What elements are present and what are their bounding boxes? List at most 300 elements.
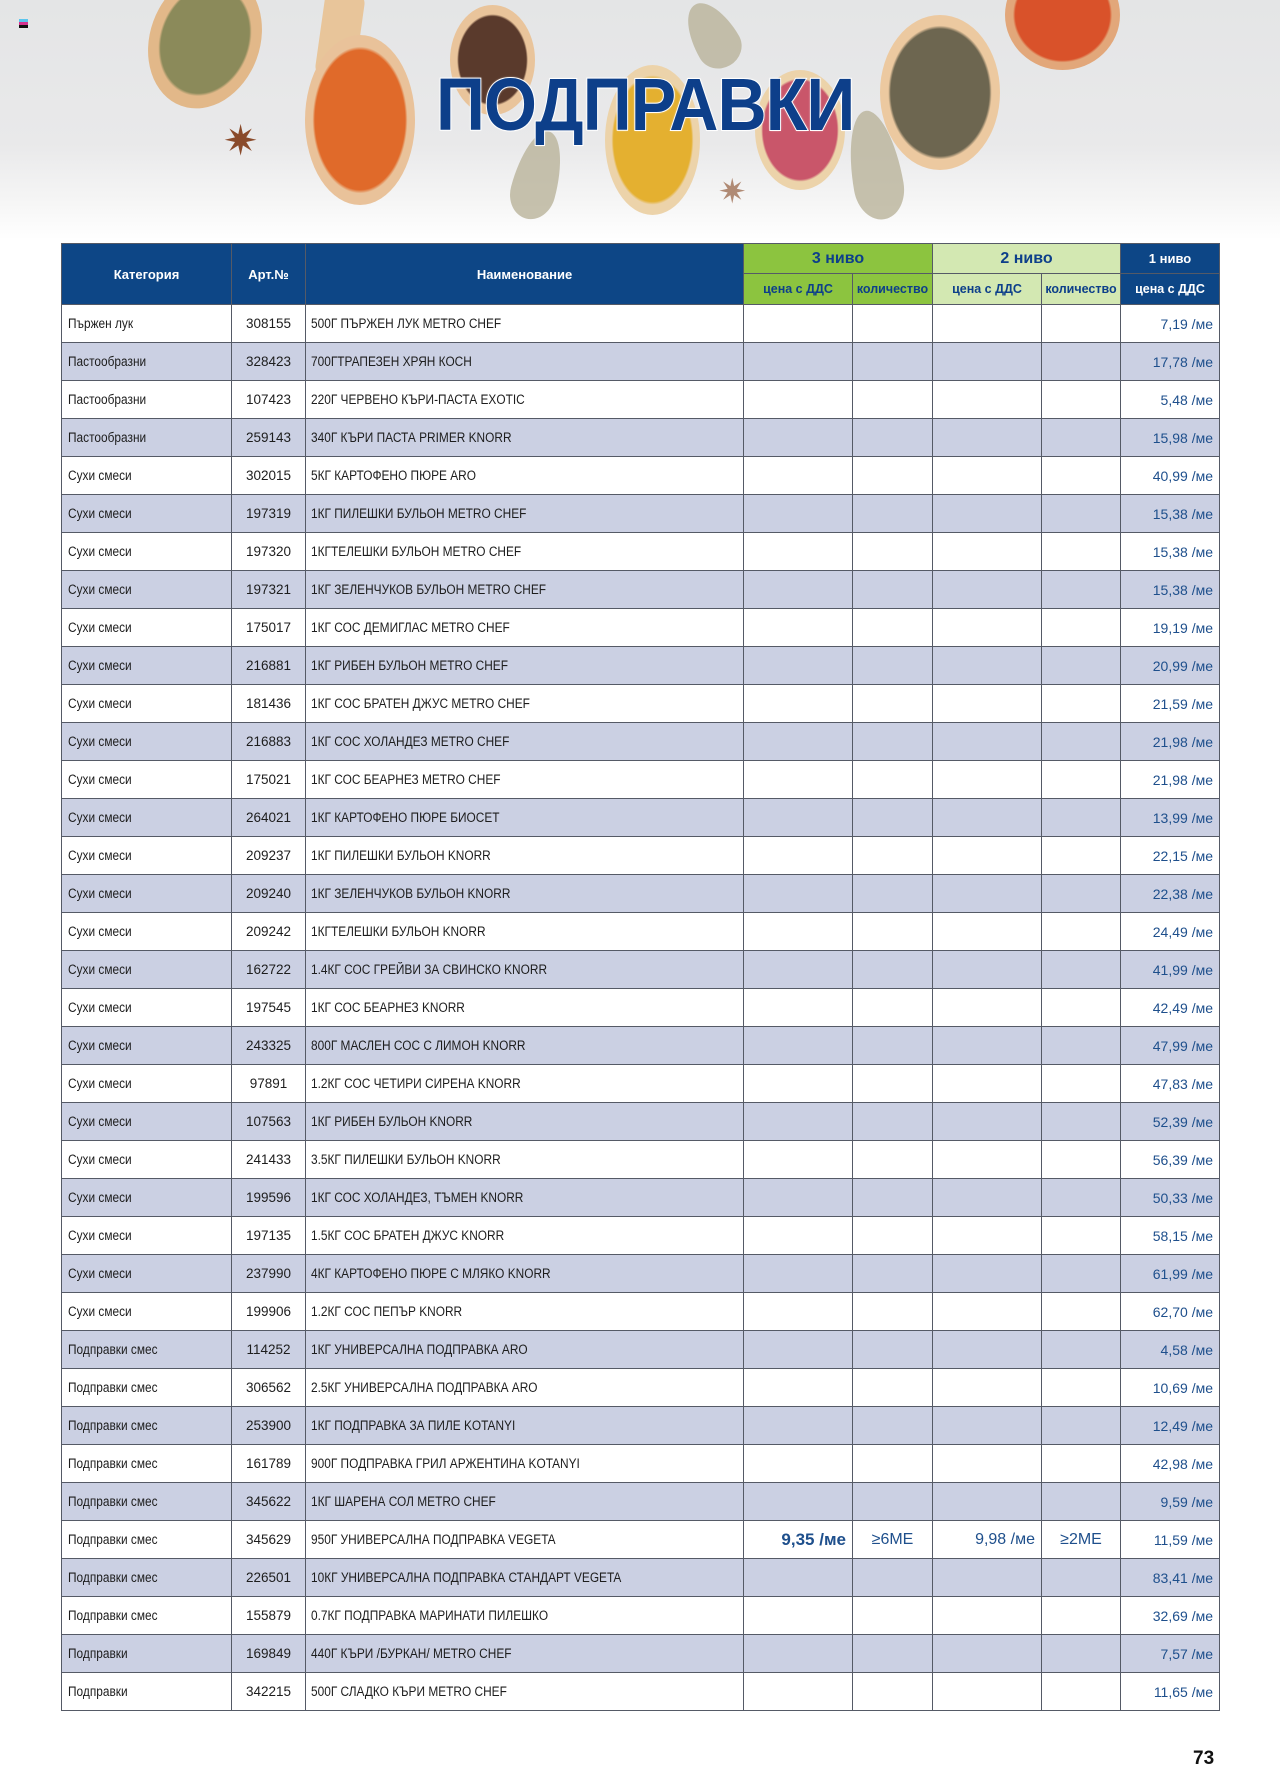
level-2-quantity-cell bbox=[1042, 1293, 1121, 1331]
category-cell bbox=[62, 343, 232, 381]
table-row bbox=[62, 381, 1220, 419]
level-3-quantity-cell bbox=[853, 1483, 933, 1521]
level-3-quantity-cell bbox=[853, 989, 933, 1027]
article-cell: 161789 bbox=[232, 1445, 306, 1483]
level-3-price-cell bbox=[744, 951, 853, 989]
product-name-text: 1.5КГ СОС БРАТЕН ДЖУС KNORR bbox=[311, 1228, 505, 1243]
level-2-price-cell bbox=[933, 495, 1042, 533]
table-row bbox=[62, 419, 1220, 457]
level-1-price-cell: 21,98 /ме bbox=[1121, 723, 1220, 761]
level-3-price-cell bbox=[744, 1673, 853, 1711]
level-3-quantity-cell bbox=[853, 1065, 933, 1103]
level-2-quantity-cell bbox=[1042, 1407, 1121, 1445]
level-2-price-cell bbox=[933, 799, 1042, 837]
article-cell: 306562 bbox=[232, 1369, 306, 1407]
level-3-price-cell bbox=[744, 647, 853, 685]
level-3-quantity-cell bbox=[853, 609, 933, 647]
table-row bbox=[62, 1179, 1220, 1217]
category-text: Сухи смеси bbox=[68, 772, 132, 787]
product-name-cell bbox=[306, 1369, 744, 1407]
product-name-cell bbox=[306, 913, 744, 951]
level-3-quantity-cell bbox=[853, 343, 933, 381]
article-cell: 107423 bbox=[232, 381, 306, 419]
level-2-price-cell bbox=[933, 723, 1042, 761]
table-row bbox=[62, 1407, 1220, 1445]
level-3-price-cell bbox=[744, 419, 853, 457]
product-name-cell bbox=[306, 1255, 744, 1293]
level-1-price-cell: 83,41 /ме bbox=[1121, 1559, 1220, 1597]
header-level-3-price: цена с ДДС bbox=[744, 274, 853, 305]
category-cell bbox=[62, 495, 232, 533]
level-2-price-cell bbox=[933, 305, 1042, 343]
category-cell bbox=[62, 799, 232, 837]
article-cell: 328423 bbox=[232, 343, 306, 381]
category-text: Сухи смеси bbox=[68, 620, 132, 635]
product-name-cell bbox=[306, 1141, 744, 1179]
level-2-quantity-cell bbox=[1042, 1635, 1121, 1673]
product-name-text: 900Г ПОДПРАВКА ГРИЛ АРЖЕНТИНА KOTANYI bbox=[311, 1456, 580, 1471]
level-1-price-cell: 15,38 /ме bbox=[1121, 533, 1220, 571]
header-article: Арт.№ bbox=[232, 244, 306, 305]
category-cell bbox=[62, 1027, 232, 1065]
header-level-2-quantity: количество bbox=[1042, 274, 1121, 305]
article-cell: 199906 bbox=[232, 1293, 306, 1331]
level-3-quantity-cell bbox=[853, 913, 933, 951]
spoon-chili-image bbox=[1005, 0, 1120, 70]
header-level-3: 3 ниво bbox=[744, 244, 933, 274]
article-cell: 197321 bbox=[232, 571, 306, 609]
product-name-cell bbox=[306, 419, 744, 457]
spoon-seeds-image bbox=[880, 15, 1000, 170]
level-3-price-cell bbox=[744, 381, 853, 419]
level-3-quantity-cell bbox=[853, 875, 933, 913]
product-name-text: 340Г КЪРИ ПАСТА PRIMER KNORR bbox=[311, 430, 512, 445]
category-text: Сухи смеси bbox=[68, 1076, 132, 1091]
table-row bbox=[62, 1445, 1220, 1483]
article-cell: 162722 bbox=[232, 951, 306, 989]
spoon-saffron-image bbox=[305, 35, 415, 205]
level-2-price-cell bbox=[933, 1483, 1042, 1521]
level-2-price-cell bbox=[933, 989, 1042, 1027]
product-name-cell bbox=[306, 1445, 744, 1483]
level-2-price-cell bbox=[933, 685, 1042, 723]
article-cell: 114252 bbox=[232, 1331, 306, 1369]
level-1-price-cell: 50,33 /ме bbox=[1121, 1179, 1220, 1217]
level-2-price-cell bbox=[933, 1179, 1042, 1217]
product-name-cell bbox=[306, 837, 744, 875]
category-text: Сухи смеси bbox=[68, 1190, 132, 1205]
category-text: Подправки bbox=[68, 1684, 128, 1699]
level-2-quantity-cell bbox=[1042, 1141, 1121, 1179]
spices-banner bbox=[0, 0, 1280, 240]
level-3-price-cell bbox=[744, 1369, 853, 1407]
level-2-quantity-cell bbox=[1042, 723, 1121, 761]
level-3-quantity-cell bbox=[853, 1407, 933, 1445]
level-1-price-cell: 21,98 /ме bbox=[1121, 761, 1220, 799]
table-row bbox=[62, 1065, 1220, 1103]
product-name-cell bbox=[306, 1521, 744, 1559]
product-name-text: 1КГ СОС БРАТЕН ДЖУС METRO CHEF bbox=[311, 696, 530, 711]
category-cell bbox=[62, 1483, 232, 1521]
level-3-quantity-cell bbox=[853, 1179, 933, 1217]
product-name-cell bbox=[306, 457, 744, 495]
table-row bbox=[62, 1559, 1220, 1597]
article-cell: 197545 bbox=[232, 989, 306, 1027]
product-name-cell bbox=[306, 1673, 744, 1711]
level-3-quantity-cell bbox=[853, 723, 933, 761]
article-cell: 243325 bbox=[232, 1027, 306, 1065]
category-cell bbox=[62, 951, 232, 989]
category-text: Сухи смеси bbox=[68, 468, 132, 483]
level-2-price-cell bbox=[933, 609, 1042, 647]
article-cell: 342215 bbox=[232, 1673, 306, 1711]
level-3-quantity-cell bbox=[853, 1597, 933, 1635]
category-cell bbox=[62, 1103, 232, 1141]
level-1-price-cell: 47,83 /ме bbox=[1121, 1065, 1220, 1103]
level-3-quantity-cell bbox=[853, 1635, 933, 1673]
article-cell: 253900 bbox=[232, 1407, 306, 1445]
table-row bbox=[62, 1369, 1220, 1407]
level-1-price-cell: 62,70 /ме bbox=[1121, 1293, 1220, 1331]
level-2-quantity-cell bbox=[1042, 1673, 1121, 1711]
table-row bbox=[62, 533, 1220, 571]
level-2-quantity-cell bbox=[1042, 951, 1121, 989]
level-2-price-cell bbox=[933, 875, 1042, 913]
level-3-price-cell bbox=[744, 343, 853, 381]
table-row bbox=[62, 1635, 1220, 1673]
category-cell bbox=[62, 571, 232, 609]
level-3-price-cell bbox=[744, 457, 853, 495]
category-cell bbox=[62, 609, 232, 647]
product-name-cell bbox=[306, 1027, 744, 1065]
level-1-price-cell: 42,98 /ме bbox=[1121, 1445, 1220, 1483]
level-3-quantity-cell bbox=[853, 951, 933, 989]
product-name-cell bbox=[306, 1331, 744, 1369]
header-level-1: 1 ниво bbox=[1121, 244, 1220, 274]
level-2-quantity-cell bbox=[1042, 1255, 1121, 1293]
category-text: Сухи смеси bbox=[68, 544, 132, 559]
level-2-quantity-cell bbox=[1042, 419, 1121, 457]
level-2-price-cell bbox=[933, 647, 1042, 685]
level-1-price-cell: 15,38 /ме bbox=[1121, 571, 1220, 609]
level-2-quantity-cell bbox=[1042, 609, 1121, 647]
level-2-price-cell bbox=[933, 1635, 1042, 1673]
category-text: Сухи смеси bbox=[68, 1114, 132, 1129]
level-3-price-cell bbox=[744, 1103, 853, 1141]
category-cell bbox=[62, 533, 232, 571]
level-2-quantity-cell bbox=[1042, 1559, 1121, 1597]
product-name-text: 1КГ ШАРЕНА СОЛ METRO CHEF bbox=[311, 1494, 496, 1509]
table-row bbox=[62, 761, 1220, 799]
product-name-text: 500Г ПЪРЖЕН ЛУК METRO CHEF bbox=[311, 316, 502, 331]
article-cell: 175021 bbox=[232, 761, 306, 799]
level-2-price-cell bbox=[933, 419, 1042, 457]
article-cell: 175017 bbox=[232, 609, 306, 647]
level-2-price-cell: 9,98 /ме bbox=[933, 1521, 1042, 1559]
category-cell bbox=[62, 1445, 232, 1483]
level-1-price-cell: 9,59 /ме bbox=[1121, 1483, 1220, 1521]
table-row bbox=[62, 571, 1220, 609]
level-2-price-cell bbox=[933, 1103, 1042, 1141]
level-3-price-cell bbox=[744, 837, 853, 875]
level-3-quantity-cell bbox=[853, 1103, 933, 1141]
level-3-price-cell bbox=[744, 571, 853, 609]
level-3-price-cell bbox=[744, 1407, 853, 1445]
product-name-text: 1КГТЕЛЕШКИ БУЛЬОН KNORR bbox=[311, 924, 486, 939]
article-cell: 216881 bbox=[232, 647, 306, 685]
level-3-price-cell bbox=[744, 305, 853, 343]
category-cell bbox=[62, 1141, 232, 1179]
product-name-text: 1КГТЕЛЕШКИ БУЛЬОН METRO CHEF bbox=[311, 544, 522, 559]
article-cell: 107563 bbox=[232, 1103, 306, 1141]
level-3-price-cell bbox=[744, 609, 853, 647]
level-3-price-cell bbox=[744, 913, 853, 951]
level-3-quantity-cell bbox=[853, 381, 933, 419]
table-row bbox=[62, 989, 1220, 1027]
category-cell bbox=[62, 723, 232, 761]
product-name-text: 1КГ ЗЕЛЕНЧУКОВ БУЛЬОН METRO CHEF bbox=[311, 582, 547, 597]
header-level-2: 2 ниво bbox=[933, 244, 1121, 274]
level-2-price-cell bbox=[933, 457, 1042, 495]
product-name-text: 1КГ СОС БЕАРНЕЗ METRO CHEF bbox=[311, 772, 501, 787]
table-row bbox=[62, 1521, 1220, 1559]
level-2-quantity-cell bbox=[1042, 989, 1121, 1027]
level-3-quantity-cell bbox=[853, 1331, 933, 1369]
level-3-price-cell bbox=[744, 1559, 853, 1597]
product-name-cell bbox=[306, 761, 744, 799]
level-3-quantity-cell bbox=[853, 685, 933, 723]
category-cell bbox=[62, 1673, 232, 1711]
category-text: Подправки bbox=[68, 1646, 128, 1661]
level-3-quantity-cell bbox=[853, 1559, 933, 1597]
table-row bbox=[62, 1141, 1220, 1179]
spoon-herbs-image bbox=[129, 0, 280, 125]
level-2-quantity-cell bbox=[1042, 305, 1121, 343]
category-cell bbox=[62, 1179, 232, 1217]
level-2-price-cell bbox=[933, 1141, 1042, 1179]
level-2-price-cell bbox=[933, 1597, 1042, 1635]
article-cell: 308155 bbox=[232, 305, 306, 343]
level-3-price-cell bbox=[744, 685, 853, 723]
product-name-cell bbox=[306, 1065, 744, 1103]
level-1-price-cell: 12,49 /ме bbox=[1121, 1407, 1220, 1445]
category-text: Сухи смеси bbox=[68, 924, 132, 939]
product-name-text: 1КГ РИБЕН БУЛЬОН METRO CHEF bbox=[311, 658, 508, 673]
table-row bbox=[62, 495, 1220, 533]
level-3-price-cell bbox=[744, 1179, 853, 1217]
category-cell bbox=[62, 1597, 232, 1635]
level-2-quantity-cell bbox=[1042, 875, 1121, 913]
category-cell bbox=[62, 1331, 232, 1369]
registration-mark-icon bbox=[19, 19, 28, 28]
article-cell: 209240 bbox=[232, 875, 306, 913]
level-2-price-cell bbox=[933, 1673, 1042, 1711]
product-name-cell bbox=[306, 1407, 744, 1445]
article-cell: 169849 bbox=[232, 1635, 306, 1673]
level-3-quantity-cell bbox=[853, 647, 933, 685]
category-cell bbox=[62, 875, 232, 913]
level-1-price-cell: 56,39 /ме bbox=[1121, 1141, 1220, 1179]
category-text: Пържен лук bbox=[68, 316, 134, 331]
category-cell bbox=[62, 457, 232, 495]
header-level-2-price: цена с ДДС bbox=[933, 274, 1042, 305]
category-text: Сухи смеси bbox=[68, 696, 132, 711]
product-name-text: 1.2КГ СОС ПЕПЪР KNORR bbox=[311, 1304, 463, 1319]
article-cell: 155879 bbox=[232, 1597, 306, 1635]
level-1-price-cell: 7,19 /ме bbox=[1121, 305, 1220, 343]
product-name-cell bbox=[306, 989, 744, 1027]
product-name-cell bbox=[306, 875, 744, 913]
product-name-cell bbox=[306, 305, 744, 343]
product-name-cell bbox=[306, 685, 744, 723]
level-2-quantity-cell bbox=[1042, 647, 1121, 685]
level-1-price-cell: 13,99 /ме bbox=[1121, 799, 1220, 837]
star-anise-icon: ✷ bbox=[223, 117, 259, 164]
category-cell bbox=[62, 1255, 232, 1293]
category-text: Сухи смеси bbox=[68, 1000, 132, 1015]
level-3-price-cell bbox=[744, 1217, 853, 1255]
product-name-text: 5КГ КАРТОФЕНО ПЮРЕ ARO bbox=[311, 468, 476, 483]
table-row bbox=[62, 1027, 1220, 1065]
level-1-price-cell: 61,99 /ме bbox=[1121, 1255, 1220, 1293]
level-1-price-cell: 4,58 /ме bbox=[1121, 1331, 1220, 1369]
product-name-cell bbox=[306, 571, 744, 609]
article-cell: 345622 bbox=[232, 1483, 306, 1521]
level-2-price-cell bbox=[933, 343, 1042, 381]
level-3-price-cell bbox=[744, 723, 853, 761]
level-2-price-cell bbox=[933, 1445, 1042, 1483]
header-category: Категория bbox=[62, 244, 232, 305]
table-row bbox=[62, 837, 1220, 875]
level-2-price-cell bbox=[933, 1293, 1042, 1331]
level-2-quantity-cell bbox=[1042, 837, 1121, 875]
level-3-quantity-cell bbox=[853, 799, 933, 837]
product-name-text: 0.7КГ ПОДПРАВКА МАРИНАТИ ПИЛЕШКО bbox=[311, 1608, 549, 1623]
article-cell: 259143 bbox=[232, 419, 306, 457]
product-name-cell bbox=[306, 1217, 744, 1255]
level-3-quantity-cell bbox=[853, 305, 933, 343]
product-name-cell bbox=[306, 1179, 744, 1217]
level-2-quantity-cell bbox=[1042, 1445, 1121, 1483]
category-text: Сухи смеси bbox=[68, 1228, 132, 1243]
article-cell: 181436 bbox=[232, 685, 306, 723]
category-text: Сухи смеси bbox=[68, 734, 132, 749]
level-2-quantity-cell bbox=[1042, 913, 1121, 951]
table-row bbox=[62, 1673, 1220, 1711]
category-cell bbox=[62, 305, 232, 343]
level-2-price-cell bbox=[933, 1255, 1042, 1293]
article-cell: 209242 bbox=[232, 913, 306, 951]
product-name-cell bbox=[306, 1635, 744, 1673]
level-2-price-cell bbox=[933, 1217, 1042, 1255]
product-name-text: 1КГ ПОДПРАВКА ЗА ПИЛЕ KOTANYI bbox=[311, 1418, 516, 1433]
level-3-price-cell bbox=[744, 761, 853, 799]
category-cell bbox=[62, 913, 232, 951]
category-text: Подправки смес bbox=[68, 1418, 158, 1433]
category-cell bbox=[62, 837, 232, 875]
product-name-text: 1КГ РИБЕН БУЛЬОН KNORR bbox=[311, 1114, 473, 1129]
product-name-cell bbox=[306, 1559, 744, 1597]
level-2-quantity-cell bbox=[1042, 761, 1121, 799]
level-1-price-cell: 40,99 /ме bbox=[1121, 457, 1220, 495]
category-cell bbox=[62, 989, 232, 1027]
category-cell bbox=[62, 761, 232, 799]
article-cell: 345629 bbox=[232, 1521, 306, 1559]
level-3-price-cell bbox=[744, 1027, 853, 1065]
category-text: Подправки смес bbox=[68, 1532, 158, 1547]
level-3-quantity-cell bbox=[853, 1445, 933, 1483]
level-2-quantity-cell: ≥2МЕ bbox=[1042, 1521, 1121, 1559]
table-row bbox=[62, 1217, 1220, 1255]
article-cell: 237990 bbox=[232, 1255, 306, 1293]
category-text: Сухи смеси bbox=[68, 848, 132, 863]
category-cell bbox=[62, 1635, 232, 1673]
table-row bbox=[62, 1597, 1220, 1635]
product-name-text: 500Г СЛАДКО КЪРИ METRO CHEF bbox=[311, 1684, 507, 1699]
product-name-text: 700ГТРАПЕЗЕН ХРЯН КОСН bbox=[311, 354, 472, 369]
product-name-text: 1КГ ЗЕЛЕНЧУКОВ БУЛЬОН KNORR bbox=[311, 886, 511, 901]
product-name-text: 1КГ УНИВЕРСАЛНА ПОДПРАВКА ARO bbox=[311, 1342, 528, 1357]
level-3-price-cell bbox=[744, 1483, 853, 1521]
level-3-price-cell bbox=[744, 1293, 853, 1331]
level-2-quantity-cell bbox=[1042, 1027, 1121, 1065]
product-name-text: 800Г МАСЛЕН СОС С ЛИМОН KNORR bbox=[311, 1038, 526, 1053]
level-1-price-cell: 58,15 /ме bbox=[1121, 1217, 1220, 1255]
level-1-price-cell: 10,69 /ме bbox=[1121, 1369, 1220, 1407]
level-2-price-cell bbox=[933, 381, 1042, 419]
level-2-quantity-cell bbox=[1042, 533, 1121, 571]
level-3-price-cell bbox=[744, 1445, 853, 1483]
level-3-quantity-cell bbox=[853, 761, 933, 799]
level-1-price-cell: 15,38 /ме bbox=[1121, 495, 1220, 533]
category-text: Подправки смес bbox=[68, 1342, 158, 1357]
level-2-price-cell bbox=[933, 1027, 1042, 1065]
product-name-text: 1.4КГ СОС ГРЕЙВИ ЗА СВИНСКО KNORR bbox=[311, 962, 548, 977]
category-cell bbox=[62, 1293, 232, 1331]
level-1-price-cell: 17,78 /ме bbox=[1121, 343, 1220, 381]
table-row bbox=[62, 343, 1220, 381]
table-row bbox=[62, 1255, 1220, 1293]
category-text: Сухи смеси bbox=[68, 506, 132, 521]
article-cell: 302015 bbox=[232, 457, 306, 495]
level-1-price-cell: 21,59 /ме bbox=[1121, 685, 1220, 723]
product-name-cell bbox=[306, 1597, 744, 1635]
product-name-text: 950Г УНИВЕРСАЛНА ПОДПРАВКА VEGETA bbox=[311, 1532, 556, 1547]
product-name-cell bbox=[306, 1483, 744, 1521]
level-3-quantity-cell bbox=[853, 533, 933, 571]
level-3-quantity-cell bbox=[853, 1217, 933, 1255]
level-3-price-cell bbox=[744, 1141, 853, 1179]
level-1-price-cell: 7,57 /ме bbox=[1121, 1635, 1220, 1673]
product-name-cell bbox=[306, 495, 744, 533]
category-cell bbox=[62, 1065, 232, 1103]
table-row bbox=[62, 1103, 1220, 1141]
level-3-quantity-cell bbox=[853, 837, 933, 875]
product-name-cell bbox=[306, 609, 744, 647]
category-cell bbox=[62, 1521, 232, 1559]
level-1-price-cell: 11,65 /ме bbox=[1121, 1673, 1220, 1711]
level-3-quantity-cell bbox=[853, 1027, 933, 1065]
product-name-cell bbox=[306, 1293, 744, 1331]
table-row bbox=[62, 609, 1220, 647]
category-text: Сухи смеси bbox=[68, 886, 132, 901]
product-name-cell bbox=[306, 343, 744, 381]
article-cell: 226501 bbox=[232, 1559, 306, 1597]
level-3-price-cell: 9,35 /ме bbox=[744, 1521, 853, 1559]
table-row bbox=[62, 457, 1220, 495]
level-3-price-cell bbox=[744, 1635, 853, 1673]
level-3-price-cell bbox=[744, 1065, 853, 1103]
